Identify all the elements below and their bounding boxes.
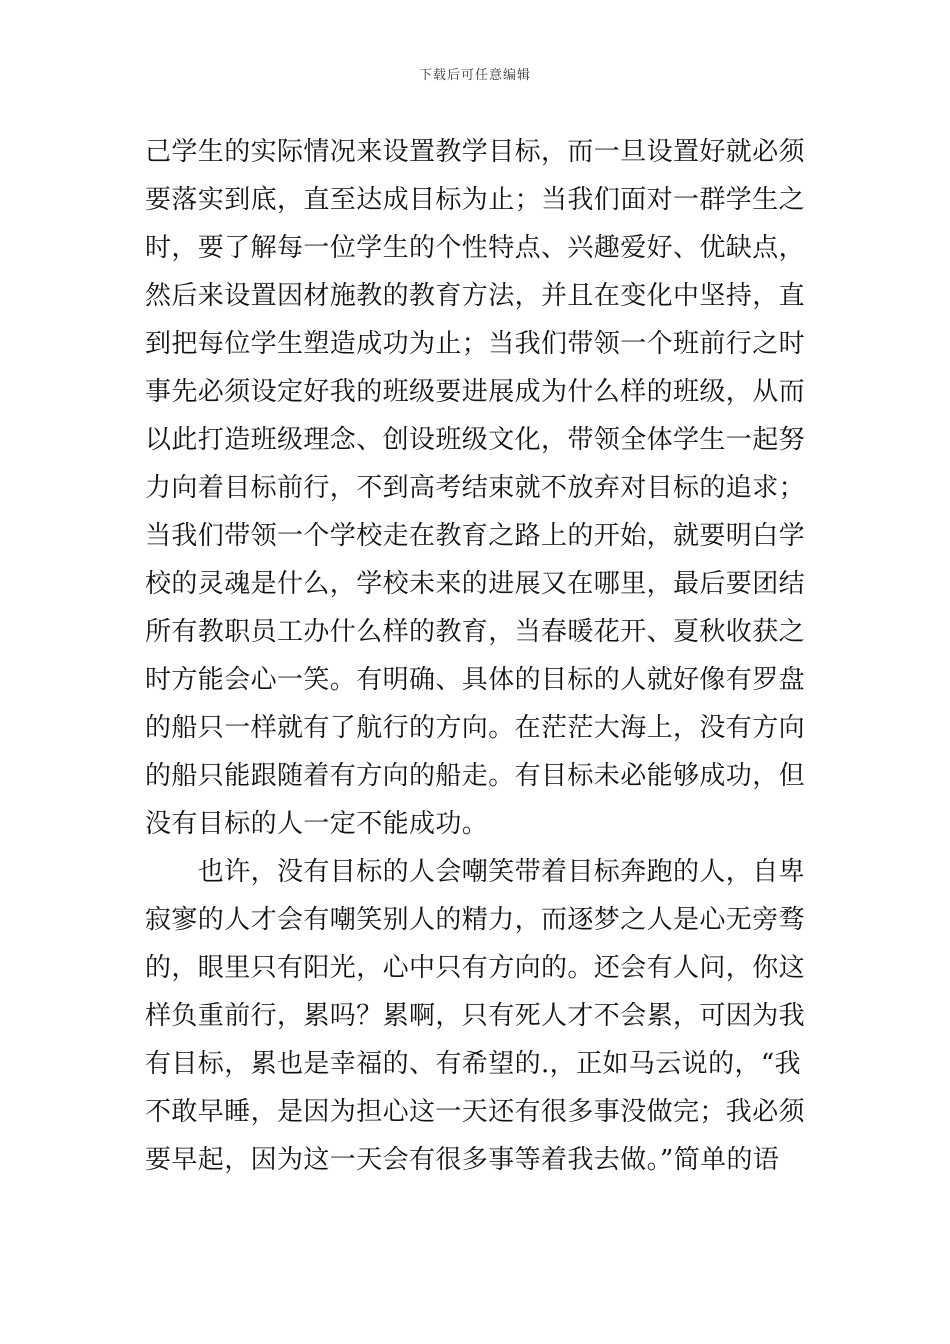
text-line: 要落实到底，直至达成目标为止；当我们面对一群学生之: [145, 185, 805, 215]
text-line: 所有教职员工办什么样的教育，当春暖花开、夏秋收获之: [145, 617, 805, 647]
document-body: [145, 128, 805, 1184]
text-line: 寂寥的人才会有嘲笑别人的精力，而逐梦之人是心无旁骛: [145, 905, 805, 935]
page-header-note: 下载后可任意编辑: [418, 68, 531, 83]
text-line: 校的灵魂是什么，学校未来的进展又在哪里，最后要团结: [145, 569, 805, 599]
text-line: 己学生的实际情况来设置教学目标，而一旦设置好就必须: [145, 137, 805, 167]
paragraph-start-line: 也许，没有目标的人会嘲笑带着目标奔跑的人，自卑: [145, 857, 805, 887]
text-line: 然后来设置因材施教的教育方法，并且在变化中坚持，直: [145, 281, 805, 311]
text-line: 样负重前行，累吗？累啊，只有死人才不会累，可因为我: [145, 1001, 805, 1031]
text-line: 事先必须设定好我的班级要进展成为什么样的班级，从而: [145, 377, 805, 407]
text-line: 力向着目标前行，不到高考结束就不放弃对目标的追求；: [145, 473, 805, 503]
text-line: 的船只一样就有了航行的方向。在茫茫大海上，没有方向: [145, 713, 805, 743]
text-line: 不敢早睡，是因为担心这一天还有很多事没做完；我必须: [145, 1097, 805, 1127]
text-line: 以此打造班级理念、创设班级文化，带领全体学生一起努: [145, 425, 805, 455]
text-line: 到把每位学生塑造成功为止；当我们带领一个班前行之时: [145, 329, 805, 359]
text-line: 要早起，因为这一天会有很多事等着我去做。”简单的语: [145, 1145, 780, 1175]
text-line: 时，要了解每一位学生的个性特点、兴趣爱好、优缺点，: [145, 233, 805, 263]
text-line: 的，眼里只有阳光，心中只有方向的。还会有人问，你这: [145, 953, 805, 983]
text-line: 没有目标的人一定不能成功。: [145, 809, 489, 839]
text-line: 当我们带领一个学校走在教育之路上的开始，就要明白学: [145, 521, 805, 551]
text-line: 时方能会心一笑。有明确、具体的目标的人就好像有罗盘: [145, 665, 805, 695]
text-line: 有目标，累也是幸福的、有希望的.，正如马云说的，“我: [145, 1049, 801, 1079]
text-line: 的船只能跟随着有方向的船走。有目标未必能够成功，但: [145, 761, 805, 791]
